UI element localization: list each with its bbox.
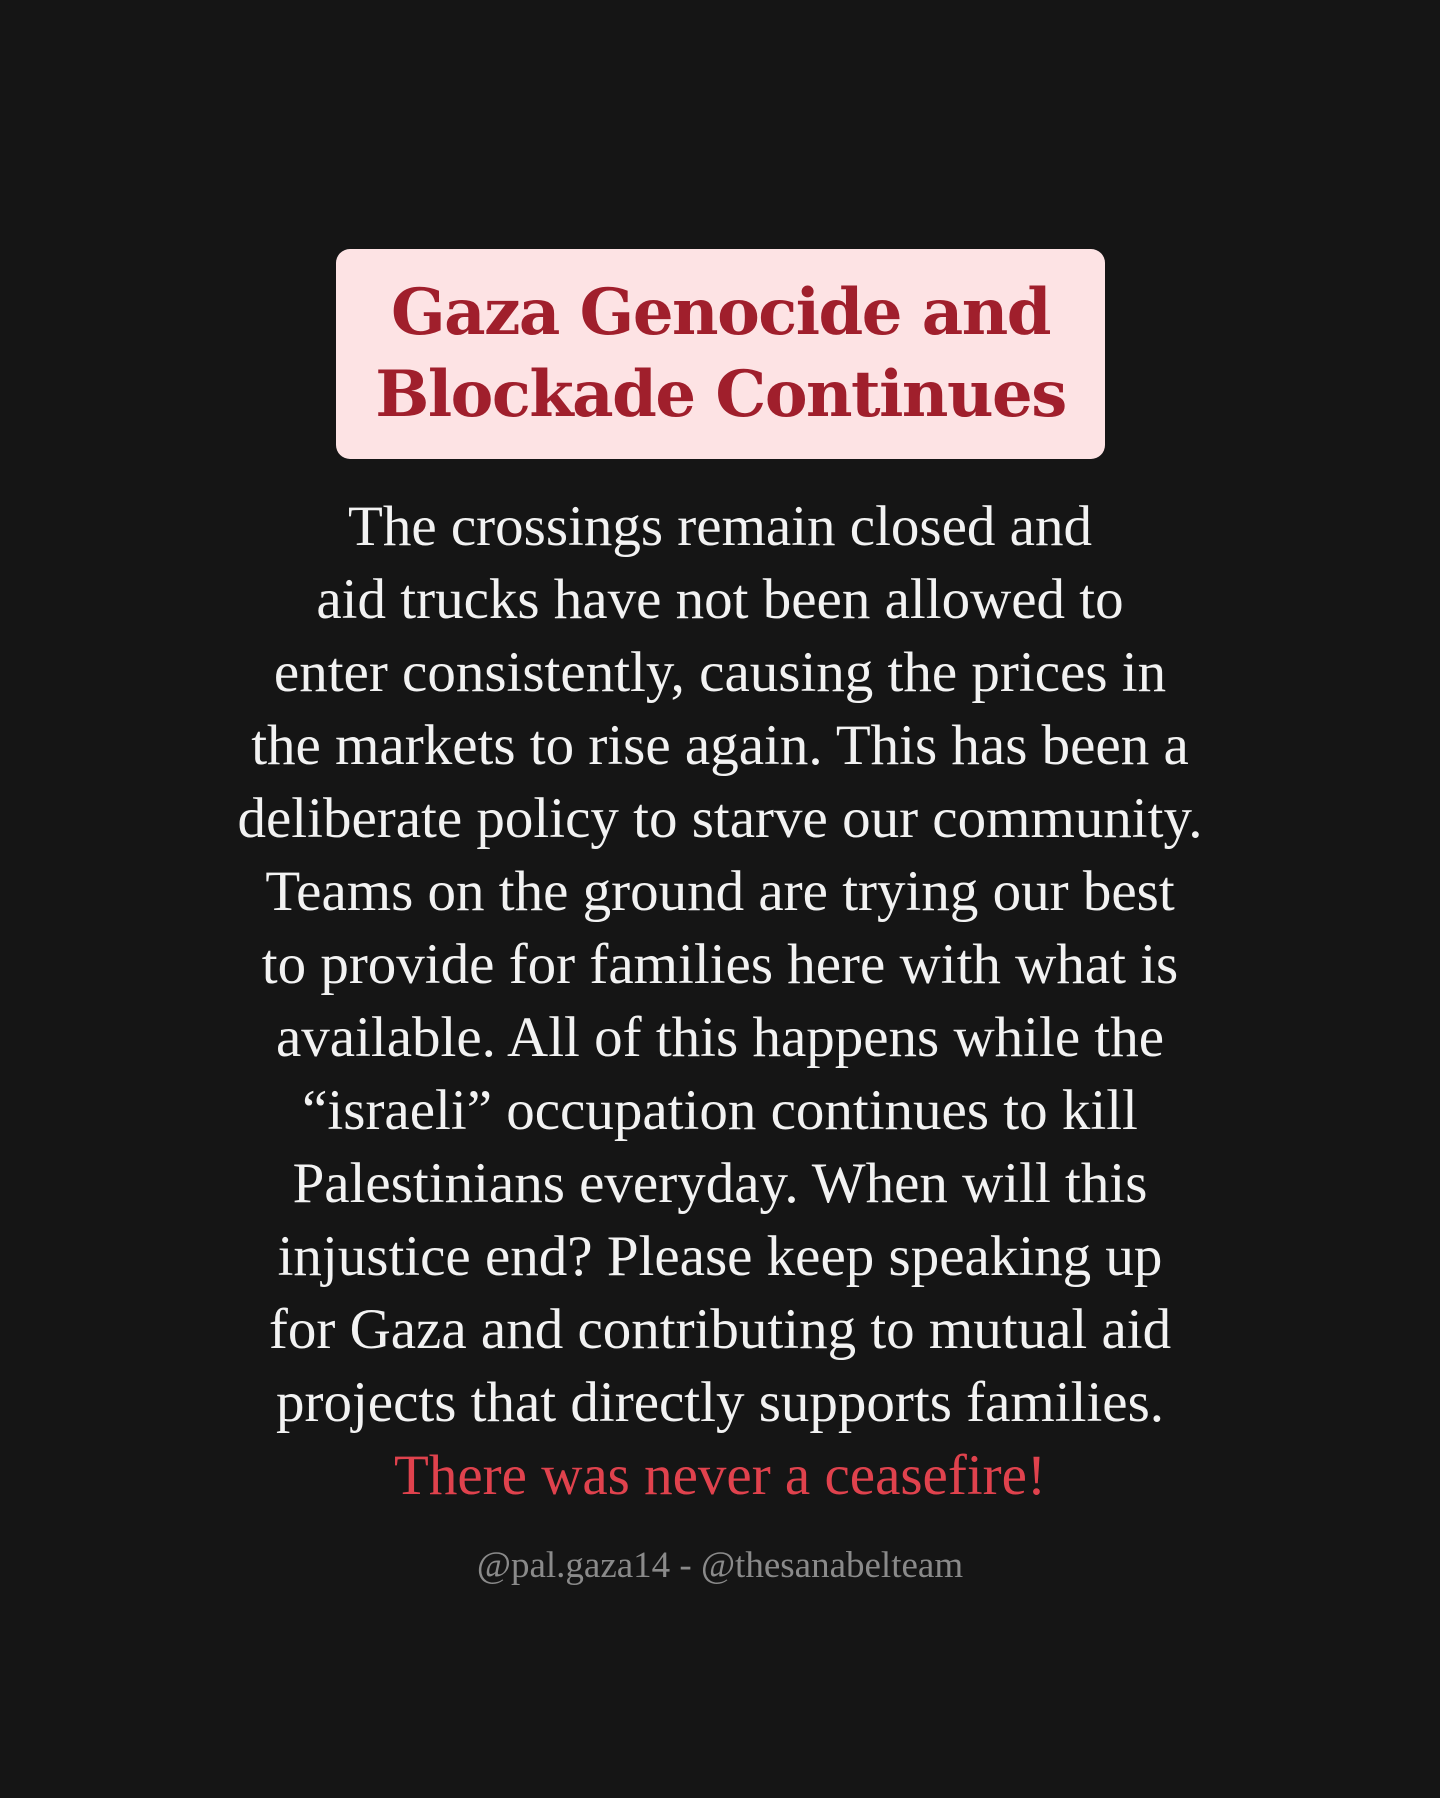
credit-handles: @pal.gaza14 - @thesanabelteam — [476, 1545, 964, 1586]
body-line: available. All of this happens while the — [275, 1006, 1165, 1069]
body-line: “israeli” occupation continues to kill — [302, 1079, 1138, 1142]
body-line: deliberate policy to starve our community. — [237, 787, 1203, 850]
ceasefire-highlight: There was never a ceasefire! — [394, 1444, 1046, 1507]
title-line-1: Gaza Genocide and — [390, 275, 1051, 350]
title-line-2: Blockade Continues — [375, 357, 1066, 432]
body-line: Palestinians everyday. When will this — [292, 1152, 1148, 1215]
body-line: projects that directly supports families. — [275, 1371, 1165, 1434]
body-paragraph — [0, 490, 1440, 1512]
body-line: enter consistently, causing the prices in — [273, 641, 1167, 704]
body-line: The crossings remain closed and — [348, 495, 1092, 558]
body-line: injustice end? Please keep speaking up — [277, 1225, 1163, 1288]
body-line: aid trucks have not been allowed to — [316, 568, 1124, 631]
body-line: Teams on the ground are trying our best — [265, 860, 1175, 923]
body-line: to provide for families here with what is — [261, 933, 1179, 996]
title-banner — [336, 249, 1105, 459]
body-line: for Gaza and contributing to mutual aid — [268, 1298, 1172, 1361]
body-line: the markets to rise again. This has been a — [251, 714, 1189, 777]
